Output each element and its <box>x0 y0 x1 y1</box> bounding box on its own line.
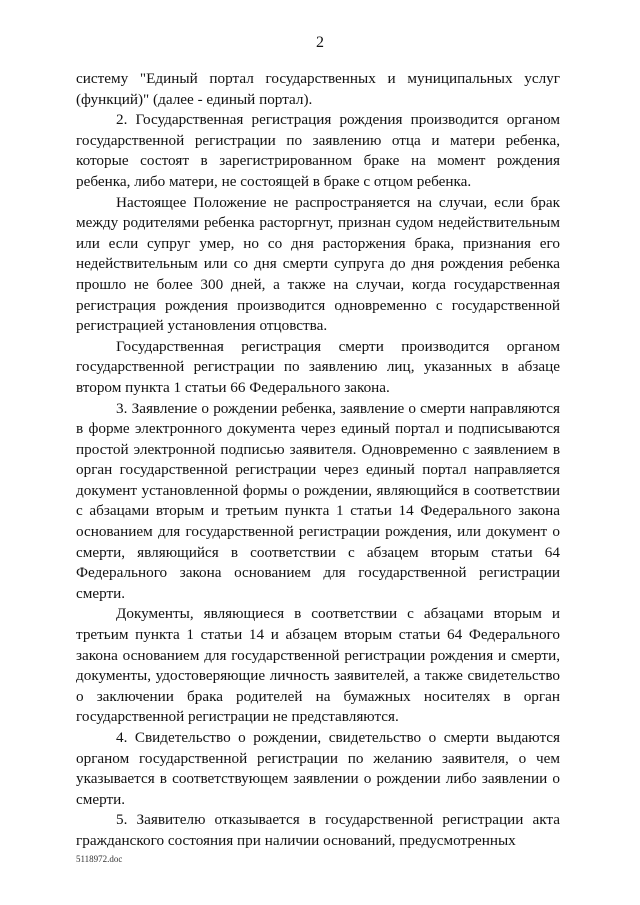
paragraph-continuation: систему "Единый портал государственных и муниципальных услуг (функций)" (далее - единый портал). <box>76 70 560 108</box>
paragraph-item-5: 5. Заявителю отказывается в государственной регистрации акта гражданского состояния при наличии оснований, предусмотренных <box>76 811 560 849</box>
paragraph-item-2: 2. Государственная регистрация рождения производится органом государственной регистрации по заявлению отца и матери ребенка, которые состоят в зарегистрированном браке на момент рождения ребенка, либо матери, не состоящей в браке с отцом ребенка. <box>76 111 560 190</box>
document-file-code: 5118972.doc <box>76 854 123 864</box>
paragraph-death-registration: Государственная регистрация смерти производится органом государственной регистрации по заявлению лиц, указанных в абзаце втором пункта 1 статьи 66 Федерального закона. <box>76 337 560 396</box>
paragraph-exception: Настоящее Положение не распространяется на случаи, если брак между родителями ребенка расторгнут, признан судом недействительным или если супруг умер, но со дня расторжения брака, признания его недействительным или со дня смерти супруга до дня рождения ребенка прошло не более 300 дней, а также на случаи, когда государственная регистрация рождения производится одновременно с государственной регистрацией установления отцовства. <box>76 193 560 335</box>
page-number: 2 <box>316 34 324 51</box>
document-body <box>76 69 560 852</box>
paragraph-item-4: 4. Свидетельство о рождении, свидетельство о смерти выдаются органом государственной регистрации по желанию заявителя, о чем указывается в соответствующем заявлении о рождении либо заявлении о смерти. <box>76 729 560 808</box>
paragraph-documents: Документы, являющиеся в соответствии с абзацами вторым и третьим пункта 1 статьи 14 и абзацем вторым статьи 64 Федерального закона основанием для государственной регистрации рождения и смерти, документы, удостоверяющие личность заявителей, а также свидетельство о заключении брака родителей на бумажных носителях в орган государственной регистрации не представляются. <box>76 605 560 726</box>
paragraph-item-3: 3. Заявление о рождении ребенка, заявление о смерти направляются в форме электронного документа через единый портал и подписываются простой электронной подписью заявителя. Одновременно с заявлением в орган государственной регистрации через единый портал направляется документ установленной формы о рождении, являющийся в соответствии с абзацами вторым и третьим пункта 1 статьи 14 Федерального закона основанием для государственной регистрации рождения, или документ о смерти, являющийся в соответствии с абзацем вторым статьи 64 Федерального закона основанием для государственной регистрации смерти. <box>76 399 560 602</box>
